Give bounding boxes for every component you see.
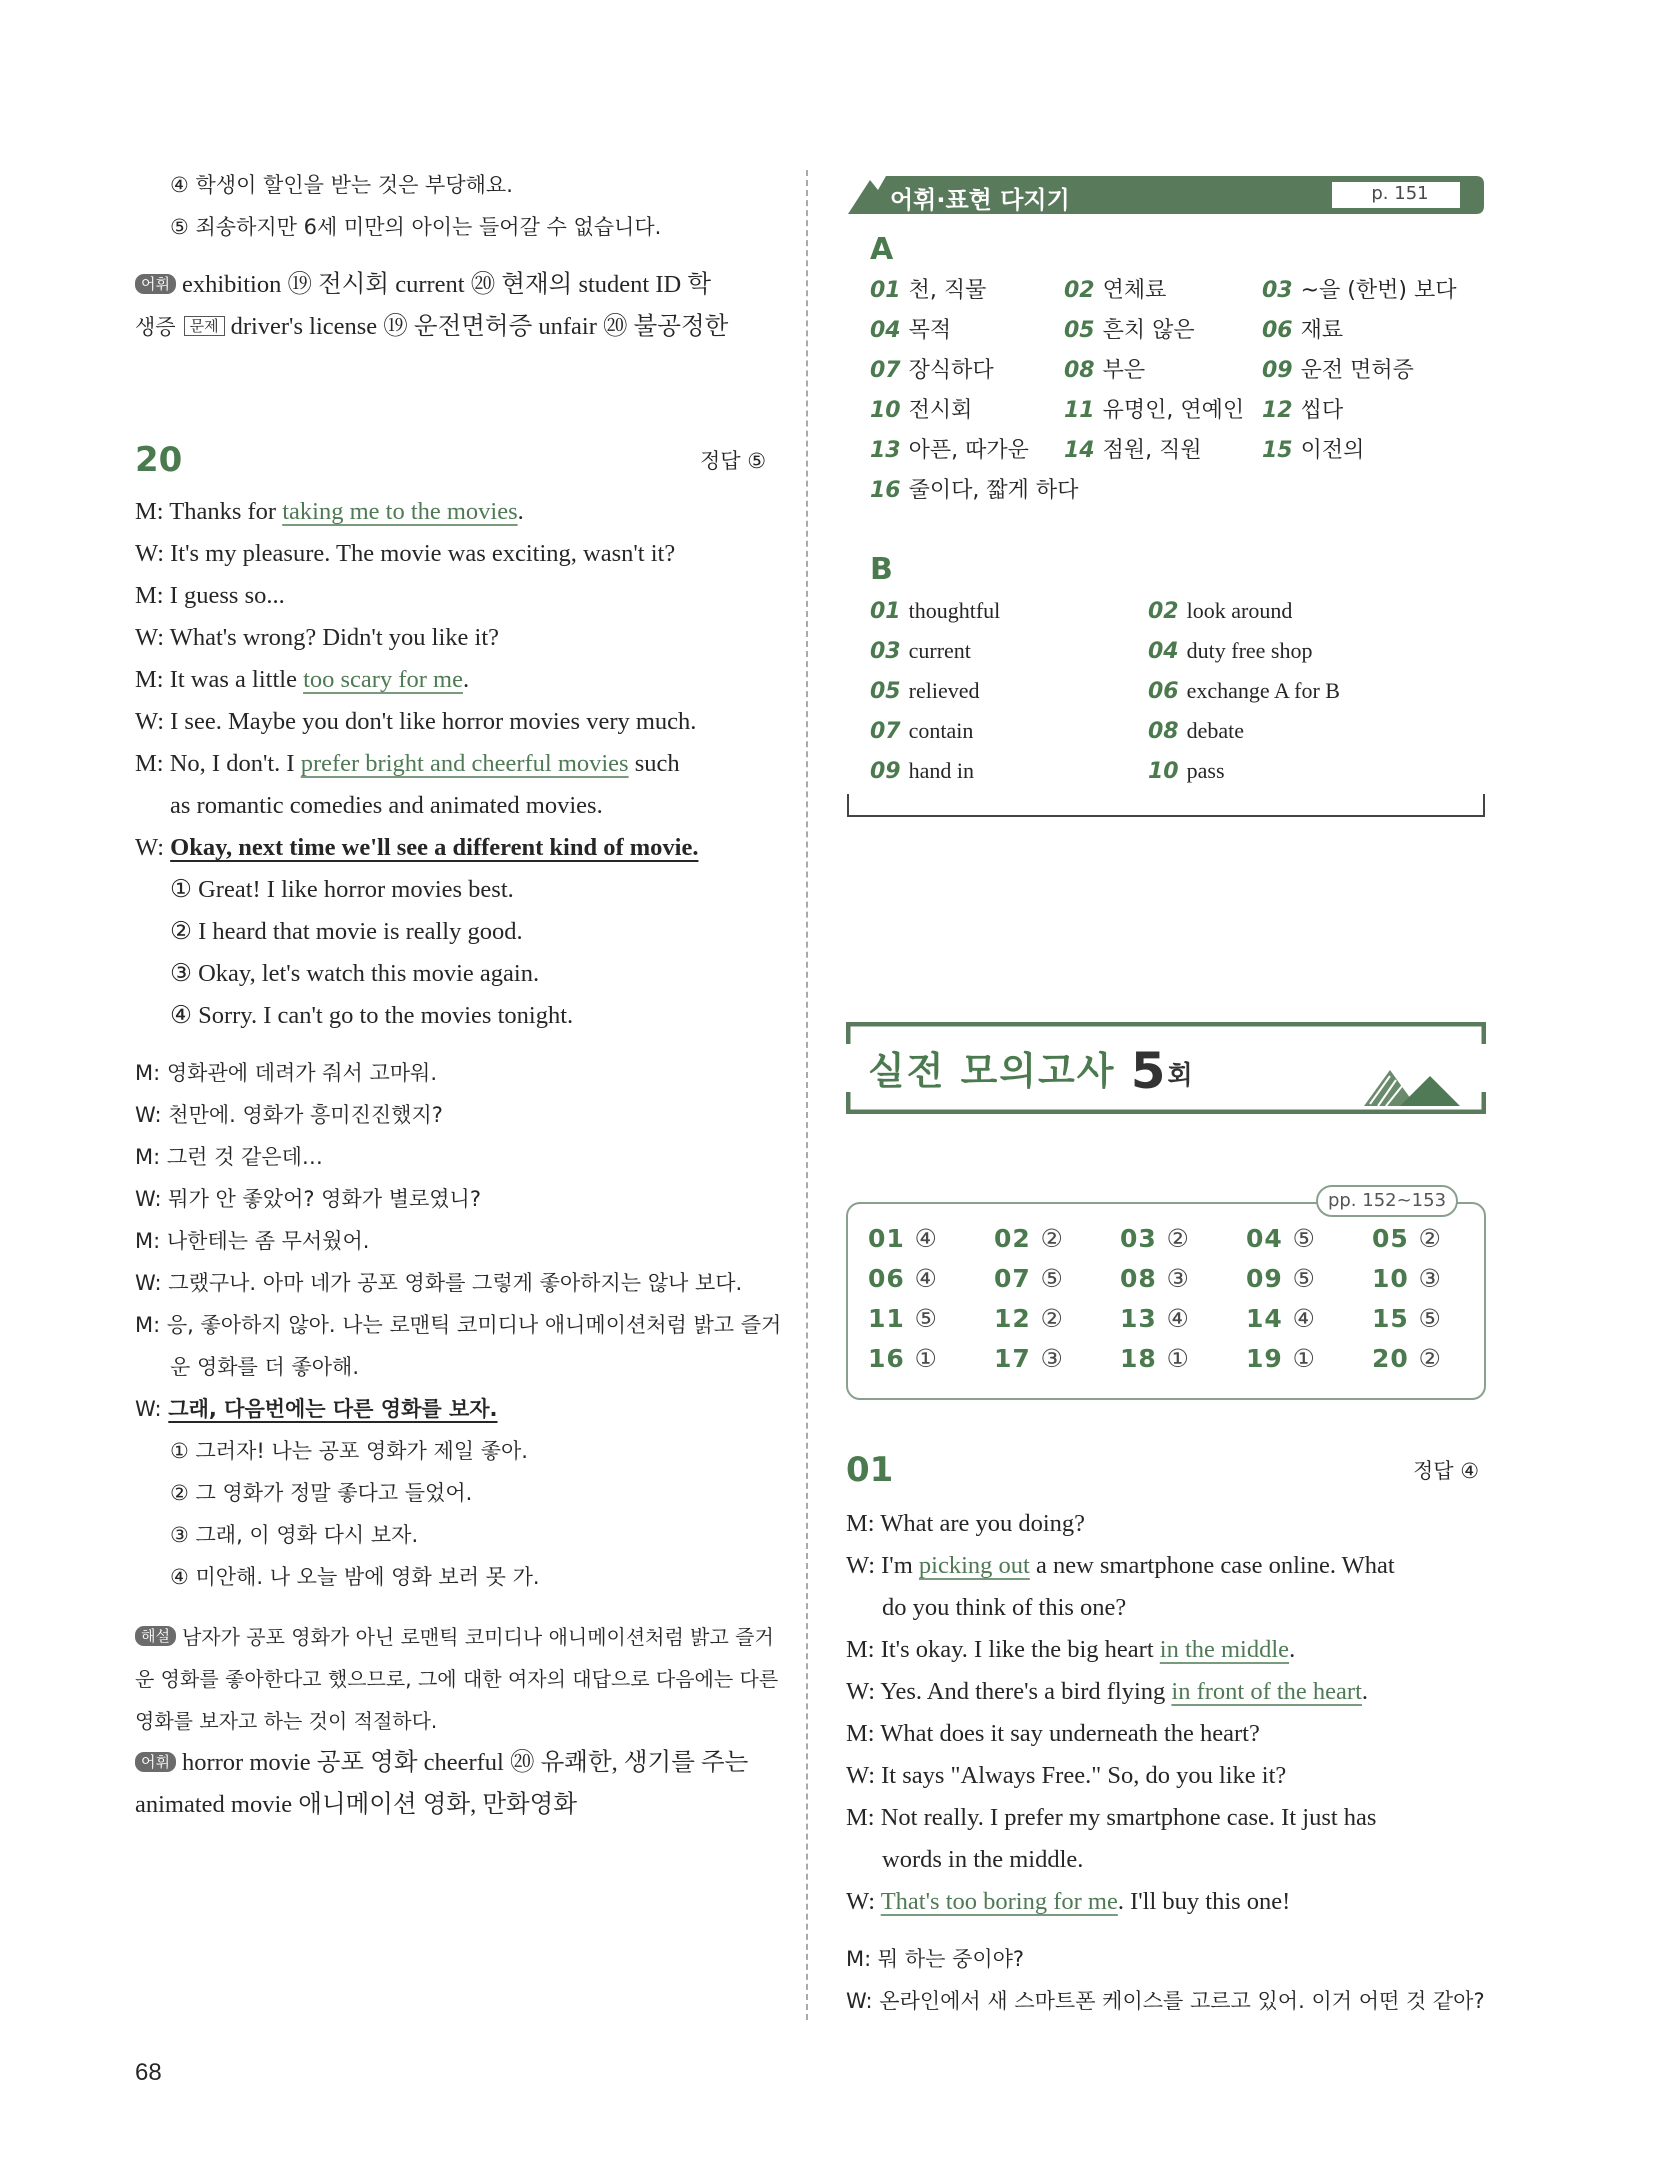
choice-1: ① Great! I like horror movies best. <box>170 876 514 903</box>
dialogue-line: M: Thanks for taking me to the movies. <box>135 498 524 525</box>
vocab-a-item: 12 씹다 <box>1262 398 1344 423</box>
dialogue-line: M: What are you doing? <box>846 1510 1086 1537</box>
vocab-b-item: 02 look around <box>1148 598 1293 624</box>
translation-line: M: 그런 것 같은데… <box>135 1145 323 1169</box>
vocab-a-item: 06 재료 <box>1262 318 1344 343</box>
section-b-label: B <box>870 552 893 587</box>
translation-line: 운 영화를 더 좋아해. <box>170 1355 359 1379</box>
answer-key-item: 17 ③ <box>994 1344 1064 1373</box>
dialogue-line: W: That's too boring for me. I'll buy this one! <box>846 1888 1291 1915</box>
answer-key-item: 07 ⑤ <box>994 1264 1064 1293</box>
problem-tag: 문제 <box>184 316 225 336</box>
dialogue-line: W: Yes. And there's a bird flying in front of the heart. <box>846 1678 1369 1705</box>
dialogue-line: do you think of this one? <box>882 1594 1127 1621</box>
answer-key-item: 16 ① <box>868 1344 938 1373</box>
translation-line: W: 그랬구나. 아마 네가 공포 영화를 그렇게 좋아하지는 않나 보다. <box>135 1271 743 1295</box>
vocab-a-item: 10 전시회 <box>870 398 973 423</box>
answer-key-item: 18 ① <box>1120 1344 1190 1373</box>
dialogue-line: W: What's wrong? Didn't you like it? <box>135 624 500 651</box>
translation-choice-4: ④ 미안해. 나 오늘 밤에 영화 보러 못 가. <box>170 1565 540 1589</box>
answer-key-item: 10 ③ <box>1372 1264 1442 1293</box>
answer-key-item: 12 ② <box>994 1304 1064 1333</box>
translation-line: W: 뭐가 안 좋았어? 영화가 별로였니? <box>135 1187 481 1211</box>
vocab-a-item: 05 흔치 않은 <box>1064 318 1195 343</box>
vocab-a-item: 03 ~을 (한번) 보다 <box>1262 278 1457 303</box>
choice-4: ④ Sorry. I can't go to the movies tonight. <box>170 1002 574 1029</box>
vocab-a-item: 04 목적 <box>870 318 952 343</box>
dialogue-line: W: It's my pleasure. The movie was exciting, wasn't it? <box>135 540 676 567</box>
vocab-b-item: 03 current <box>870 638 971 664</box>
answer-label-01: 정답 ④ <box>1413 1459 1480 1483</box>
vocab-line-4: animated movie 애니메이션 영화, 만화영화 <box>135 1791 577 1818</box>
answer-key-item: 04 ⑤ <box>1246 1224 1316 1253</box>
dialogue-line: words in the middle. <box>882 1846 1084 1873</box>
answer-key-item: 15 ⑤ <box>1372 1304 1442 1333</box>
vocab-line-3: 어휘 horror movie 공포 영화 cheerful ⑳ 유쾌한, 생기를 주는 <box>135 1748 748 1778</box>
choice-3: ③ Okay, let's watch this movie again. <box>170 960 540 987</box>
translation-line: W: 온라인에서 새 스마트폰 케이스를 고르고 있어. 이거 어떤 것 같아? <box>846 1989 1485 2013</box>
dialogue-line: W: I'm picking out a new smartphone case online. What <box>846 1552 1395 1579</box>
vocab-box-page: p. 151 <box>1371 183 1429 204</box>
dialogue-line: M: What does it say underneath the heart? <box>846 1720 1260 1747</box>
answer-key-item: 14 ④ <box>1246 1304 1316 1333</box>
answer-label-20: 정답 ⑤ <box>700 449 767 473</box>
dialogue-line: W: I see. Maybe you don't like horror movies very much. <box>135 708 697 735</box>
answer-key-item: 13 ④ <box>1120 1304 1190 1333</box>
vocab-a-item: 15 이전의 <box>1262 438 1365 463</box>
vocab-box-bracket <box>846 792 1486 822</box>
vocab-b-item: 10 pass <box>1148 758 1225 784</box>
translation-line: M: 영화관에 데려가 줘서 고마워. <box>135 1061 438 1085</box>
question-number-01: 01 <box>846 1450 894 1490</box>
mock-exam-title: 실전 모의고사 5회 <box>868 1042 1195 1100</box>
translation-line: W: 그래, 다음번에는 다른 영화를 보자. <box>135 1397 498 1421</box>
vocab-b-item: 09 hand in <box>870 758 975 784</box>
explanation-line-3: 영화를 보자고 하는 것이 적절하다. <box>135 1709 438 1733</box>
translation-line: M: 나한테는 좀 무서웠어. <box>135 1229 370 1253</box>
dialogue-line: W: It says "Always Free." So, do you like it? <box>846 1762 1287 1789</box>
section-a-label: A <box>870 232 894 267</box>
dialogue-line: M: Not really. I prefer my smartphone case. It just has <box>846 1804 1377 1831</box>
vocab-a-item: 14 점원, 직원 <box>1064 438 1202 463</box>
answer-key-item: 11 ⑤ <box>868 1304 938 1333</box>
dialogue-line: M: It was a little too scary for me. <box>135 666 470 693</box>
translation-choice-1: ① 그러자! 나는 공포 영화가 제일 좋아. <box>170 1439 528 1463</box>
answer-key-item: 05 ② <box>1372 1224 1442 1253</box>
explanation-line-2: 운 영화를 좋아한다고 했으므로, 그에 대한 여자의 대답으로 다음에는 다른 <box>135 1667 779 1691</box>
answer-key-item: 08 ③ <box>1120 1264 1190 1293</box>
translation-line: M: 뭐 하는 중이야? <box>846 1947 1025 1971</box>
vocab-box-title: 어휘·표현 다지기 <box>890 186 1070 214</box>
translation-choice-2: ② 그 영화가 정말 좋다고 들었어. <box>170 1481 473 1505</box>
answer-key-item: 02 ② <box>994 1224 1064 1253</box>
vocab-tag: 어휘 <box>135 274 176 294</box>
vocab-a-item: 09 운전 면허증 <box>1262 358 1414 383</box>
choice-2: ② I heard that movie is really good. <box>170 918 523 945</box>
question-number-20: 20 <box>135 440 183 480</box>
answer-key-item: 01 ④ <box>868 1224 938 1253</box>
explanation-tag: 해설 <box>135 1626 176 1646</box>
dialogue-line: as romantic comedies and animated movies. <box>170 792 603 819</box>
explanation-line-1: 해설 남자가 공포 영화가 아닌 로맨틱 코미디나 애니메이션처럼 밝고 즐거 <box>135 1622 774 1652</box>
answer-key-item: 03 ② <box>1120 1224 1190 1253</box>
vocab-b-item: 08 debate <box>1148 718 1245 744</box>
dialogue-line: M: It's okay. I like the big heart in the middle. <box>846 1636 1296 1663</box>
vocab-line-2: 생증 문제 driver's license ⑲ 운전면허증 unfair ⑳ 불공정한 <box>135 313 729 340</box>
vocab-b-item: 04 duty free shop <box>1148 638 1313 664</box>
answer-key-item: 19 ① <box>1246 1344 1316 1373</box>
dialogue-line: M: No, I don't. I prefer bright and cheerful movies such <box>135 750 680 777</box>
column-divider <box>806 170 808 2020</box>
vocab-b-item: 07 contain <box>870 718 974 744</box>
answer-key-item: 20 ② <box>1372 1344 1442 1373</box>
vocab-a-item: 08 부은 <box>1064 358 1146 383</box>
vocab-a-item: 13 아픈, 따가운 <box>870 438 1029 463</box>
page-number: 68 <box>135 2059 162 2086</box>
vocab-line-1: 어휘 exhibition ⑲ 전시회 current ⑳ 현재의 student ID 학 <box>135 270 711 300</box>
answer-key-item: 06 ④ <box>868 1264 938 1293</box>
vocab-b-item: 01 thoughtful <box>870 598 1001 624</box>
translation-line: M: 응, 좋아하지 않아. 나는 로맨틱 코미디나 애니메이션처럼 밝고 즐거 <box>135 1313 782 1337</box>
translation-choice-3: ③ 그래, 이 영화 다시 보자. <box>170 1523 419 1547</box>
vocab-a-item: 02 연체료 <box>1064 278 1167 303</box>
vocab-tag-2: 어휘 <box>135 1752 176 1772</box>
translation-line: W: 천만에. 영화가 흥미진진했지? <box>135 1103 443 1127</box>
vocab-a-item: 07 장식하다 <box>870 358 994 383</box>
answer-grid-pages: pp. 152~153 <box>1316 1185 1458 1217</box>
option-5: ⑤ 죄송하지만 6세 미만의 아이는 들어갈 수 없습니다. <box>170 215 662 239</box>
dialogue-line: M: I guess so... <box>135 582 285 609</box>
vocab-b-item: 06 exchange A for B <box>1148 678 1340 704</box>
vocab-b-item: 05 relieved <box>870 678 980 704</box>
vocab-a-item: 01 천, 직물 <box>870 278 987 303</box>
vocab-a-item: 11 유명인, 연예인 <box>1064 398 1245 423</box>
answer-key-item: 09 ⑤ <box>1246 1264 1316 1293</box>
option-4: ④ 학생이 할인을 받는 것은 부당해요. <box>170 173 513 197</box>
vocab-a-item: 16 줄이다, 짧게 하다 <box>870 478 1079 503</box>
dialogue-line: W: Okay, next time we'll see a different kind of movie. <box>135 834 699 861</box>
